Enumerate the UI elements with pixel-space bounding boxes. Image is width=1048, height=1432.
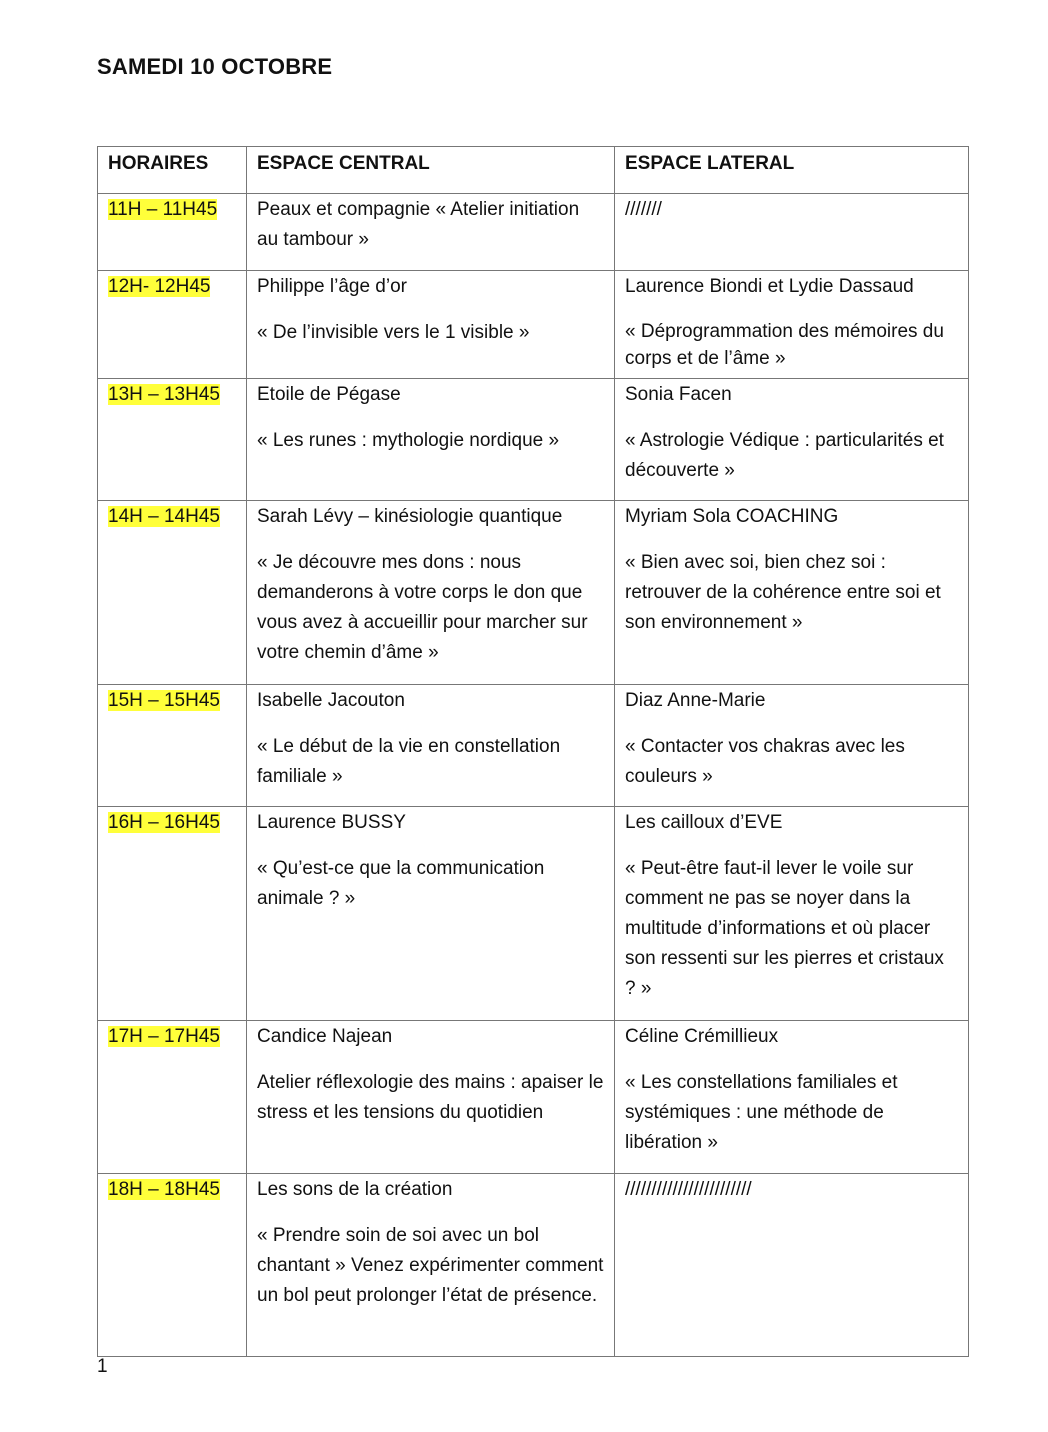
- time-cell: [98, 379, 247, 501]
- lateral-presenter: Sonia Facen: [625, 384, 732, 405]
- time-slot: 15H – 15H45: [108, 690, 220, 711]
- lateral-presenter: Les cailloux d’EVE: [625, 812, 783, 833]
- lateral-cell: [615, 501, 969, 685]
- time-slot: 14H – 14H45: [108, 506, 220, 527]
- central-presenter: Philippe l’âge d’or: [257, 276, 407, 297]
- table-row: [98, 807, 969, 1021]
- lateral-topic: « Bien avec soi, bien chez soi : retrouver de la cohérence entre soi et son environnement »: [625, 552, 941, 633]
- central-presenter: Candice Najean: [257, 1026, 393, 1047]
- time-slot: 16H – 16H45: [108, 812, 220, 833]
- page-title: SAMEDI 10 OCTOBRE: [97, 54, 333, 79]
- table-row: [98, 501, 969, 685]
- central-text: Peaux et compagnie « Atelier initiation au tambour »: [257, 199, 580, 250]
- header-espace-lateral: ESPACE LATERAL: [615, 147, 969, 194]
- lateral-cell: [615, 807, 969, 1021]
- central-topic: « De l’invisible vers le 1 visible »: [257, 322, 530, 343]
- central-presenter: Les sons de la création: [257, 1179, 453, 1200]
- lateral-text: ////////////////////////: [625, 1179, 752, 1200]
- central-topic: « Prendre soin de soi avec un bol chantant » Venez expérimenter comment un bol peut prolonger l’état de présence.: [257, 1225, 604, 1306]
- table-row: [98, 685, 969, 807]
- central-topic: « Qu’est-ce que la communication animale ? »: [257, 858, 545, 909]
- central-presenter: Etoile de Pégase: [257, 384, 401, 405]
- time-cell: [98, 271, 247, 379]
- time-slot: 13H – 13H45: [108, 384, 220, 405]
- central-cell: [247, 807, 615, 1021]
- lateral-presenter: Laurence Biondi et Lydie Dassaud: [625, 276, 914, 297]
- header-horaires: HORAIRES: [98, 147, 247, 194]
- time-cell: [98, 501, 247, 685]
- lateral-presenter: Diaz Anne-Marie: [625, 690, 766, 711]
- lateral-cell: [615, 194, 969, 271]
- header-espace-central: ESPACE CENTRAL: [247, 147, 615, 194]
- table-row: [98, 194, 969, 271]
- time-slot: 12H- 12H45: [108, 276, 211, 297]
- central-topic: « Les runes : mythologie nordique »: [257, 430, 560, 451]
- central-presenter: Laurence BUSSY: [257, 812, 406, 833]
- page-number: 1: [97, 1356, 108, 1377]
- central-topic: « Je découvre mes dons : nous demanderons à votre corps le don que vous avez à accueillir pour marcher sur votre chemin d’âme »: [257, 552, 588, 663]
- central-presenter: Isabelle Jacouton: [257, 690, 405, 711]
- central-cell: [247, 1174, 615, 1357]
- time-slot: 11H – 11H45: [108, 199, 218, 220]
- time-cell: [98, 1174, 247, 1357]
- lateral-cell: [615, 1021, 969, 1174]
- lateral-presenter: Myriam Sola COACHING: [625, 506, 839, 527]
- lateral-topic: « Déprogrammation des mémoires du corps et de l’âme »: [625, 321, 944, 369]
- table-row: [98, 1021, 969, 1174]
- lateral-cell: [615, 271, 969, 379]
- lateral-topic: « Astrologie Védique : particularités et découverte »: [625, 430, 944, 481]
- lateral-text: ///////: [625, 199, 662, 220]
- central-topic: Atelier réflexologie des mains : apaiser le stress et les tensions du quotidien: [257, 1072, 604, 1123]
- central-cell: [247, 379, 615, 501]
- central-cell: [247, 194, 615, 271]
- table-row: [98, 271, 969, 379]
- table-header-row: [98, 147, 969, 194]
- table-row: [98, 379, 969, 501]
- central-cell: [247, 271, 615, 379]
- time-cell: [98, 194, 247, 271]
- lateral-topic: « Peut-être faut-il lever le voile sur comment ne pas se noyer dans la multitude d’informations et où placer son ressenti sur les pierres et cristaux ? »: [625, 858, 944, 999]
- time-slot: 17H – 17H45: [108, 1026, 220, 1047]
- time-cell: [98, 807, 247, 1021]
- time-slot: 18H – 18H45: [108, 1179, 220, 1200]
- table-row: [98, 1174, 969, 1357]
- lateral-presenter: Céline Crémillieux: [625, 1026, 779, 1047]
- central-cell: [247, 501, 615, 685]
- central-presenter: Sarah Lévy – kinésiologie quantique: [257, 506, 563, 527]
- schedule-table: [97, 146, 969, 1357]
- central-topic: « Le début de la vie en constellation familiale »: [257, 736, 561, 787]
- time-cell: [98, 1021, 247, 1174]
- lateral-cell: [615, 685, 969, 807]
- lateral-topic: « Les constellations familiales et systémiques : une méthode de libération »: [625, 1072, 898, 1153]
- central-cell: [247, 685, 615, 807]
- lateral-topic: « Contacter vos chakras avec les couleurs »: [625, 736, 905, 787]
- central-cell: [247, 1021, 615, 1174]
- time-cell: [98, 685, 247, 807]
- lateral-cell: [615, 1174, 969, 1357]
- lateral-cell: [615, 379, 969, 501]
